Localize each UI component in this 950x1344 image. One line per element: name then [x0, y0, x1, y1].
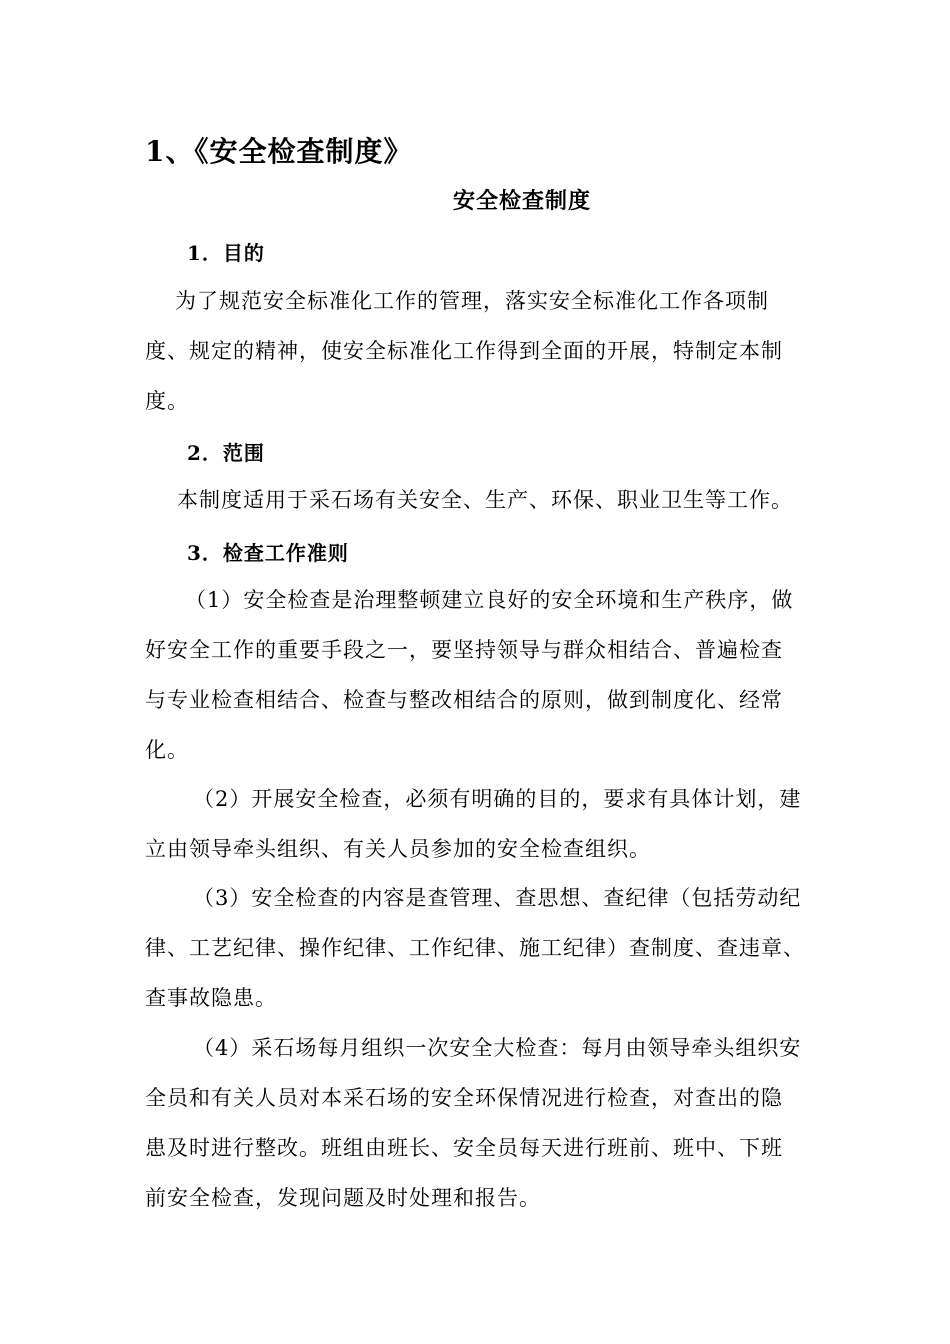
- section-heading-principles: 3．检查工作准则: [187, 541, 349, 565]
- paragraph-principle-3: [145, 873, 835, 1023]
- paragraph-line: 立由领导牵头组织、有关人员参加的安全检查组织。: [145, 837, 651, 861]
- paragraph-line: 度。: [145, 389, 189, 413]
- paragraph-line: 患及时进行整改。班组由班长、安全员每天进行班前、班中、下班: [145, 1136, 783, 1160]
- paragraph-line: 化。: [145, 738, 189, 762]
- paragraph-line: 前安全检查，发现问题及时处理和报告。: [145, 1186, 541, 1210]
- paragraph-principle-4: [145, 1023, 835, 1223]
- paragraph-line: 为了规范安全标准化工作的管理，落实安全标准化工作各项制: [175, 289, 769, 313]
- paragraph-line: 全员和有关人员对本采石场的安全环保情况进行检查，对查出的隐: [145, 1086, 783, 1110]
- paragraph-principle-1: [145, 575, 835, 775]
- paragraph-line: 查事故隐患。: [145, 986, 277, 1010]
- section-heading-purpose: 1．目的: [187, 241, 265, 265]
- paragraph-line: （4）采石场每月组织一次安全大检查：每月由领导牵头组织安: [193, 1036, 802, 1060]
- paragraph-purpose: [145, 276, 835, 426]
- document-heading: 1、《安全检查制度》: [145, 135, 413, 168]
- paragraph-line: （2）开展安全检查，必须有明确的目的，要求有具体计划，建: [193, 787, 802, 811]
- paragraph-line: 度、规定的精神，使安全标准化工作得到全面的开展，特制定本制: [145, 339, 783, 363]
- paragraph-scope: [145, 475, 835, 525]
- paragraph-principle-2: [145, 774, 835, 874]
- paragraph-line: 本制度适用于采石场有关安全、生产、环保、职业卫生等工作。: [177, 488, 793, 512]
- document-title: 安全检查制度: [452, 188, 591, 214]
- paragraph-line: 好安全工作的重要手段之一，要坚持领导与群众相结合、普遍检查: [145, 638, 783, 662]
- paragraph-line: 与专业检查相结合、检查与整改相结合的原则，做到制度化、经常: [145, 688, 783, 712]
- paragraph-line: （3）安全检查的内容是查管理、查思想、查纪律（包括劳动纪: [193, 886, 802, 910]
- paragraph-line: （1）安全检查是治理整顿建立良好的安全环境和生产秩序，做: [185, 588, 794, 612]
- paragraph-line: 律、工艺纪律、操作纪律、工作纪律、施工纪律）查制度、查违章、: [145, 936, 805, 960]
- section-heading-scope: 2．范围: [187, 441, 265, 465]
